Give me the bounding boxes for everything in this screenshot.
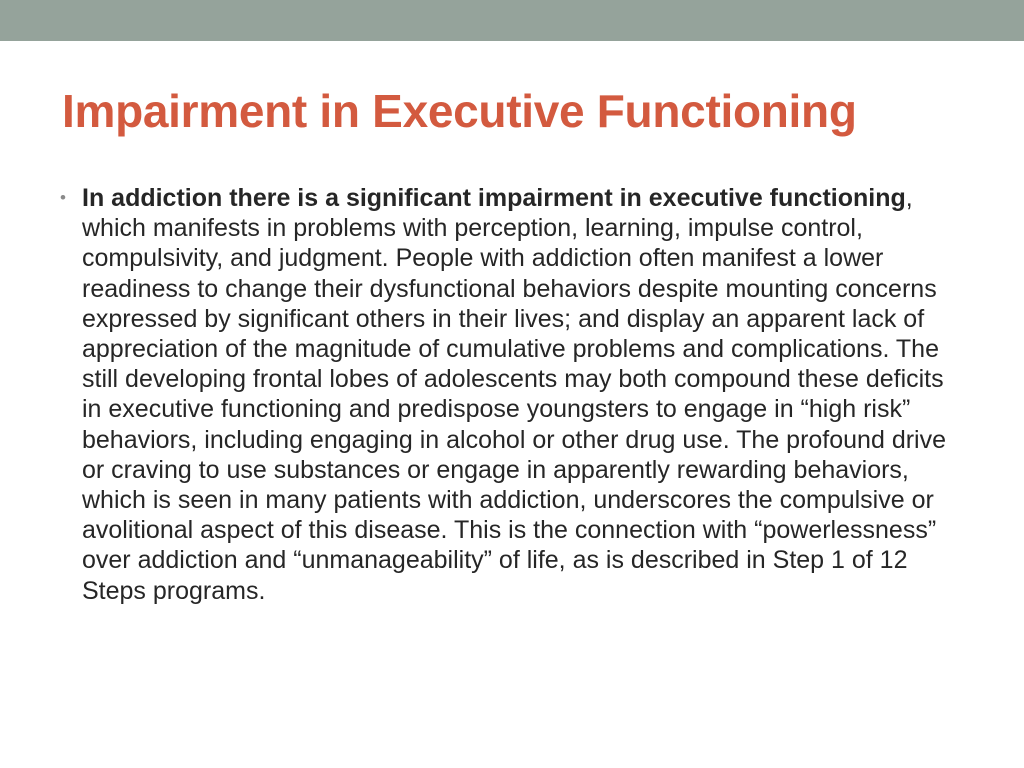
bullet-body-text: , which manifests in problems with perception, learning, impulse control, compulsivity, and judgment. People with addiction often manifest a lower readiness to change their dysfunctional behaviors despite mounting concerns expressed by significant others in their lives; and display an apparent lack of appreciation of the magnitude of cumulative problems and complications. The still developing frontal lobes of adolescents may both compound these deficits in executive functioning and predispose youngsters to engage in “high risk” behaviors, including engaging in alcohol or other drug use. The profound drive or craving to use substances or engage in apparently rewarding behaviors, which is seen in many patients with addiction, underscores the compulsive or avolitional aspect of this disease. This is the connection with “powerlessness” over addiction and “unmanageability” of life, as is described in Step 1 of 12 Steps programs. — [82, 184, 947, 605]
bullet-bold-lead: In addiction there is a significant impairment in executive functioning — [82, 184, 906, 212]
bullet-paragraph — [82, 183, 954, 606]
bullet-dot-icon: • — [60, 188, 66, 207]
top-accent-bar — [0, 0, 1024, 41]
slide-content — [60, 183, 960, 606]
bullet-list-item — [60, 183, 960, 606]
slide-title: Impairment in Executive Functioning — [62, 85, 857, 137]
